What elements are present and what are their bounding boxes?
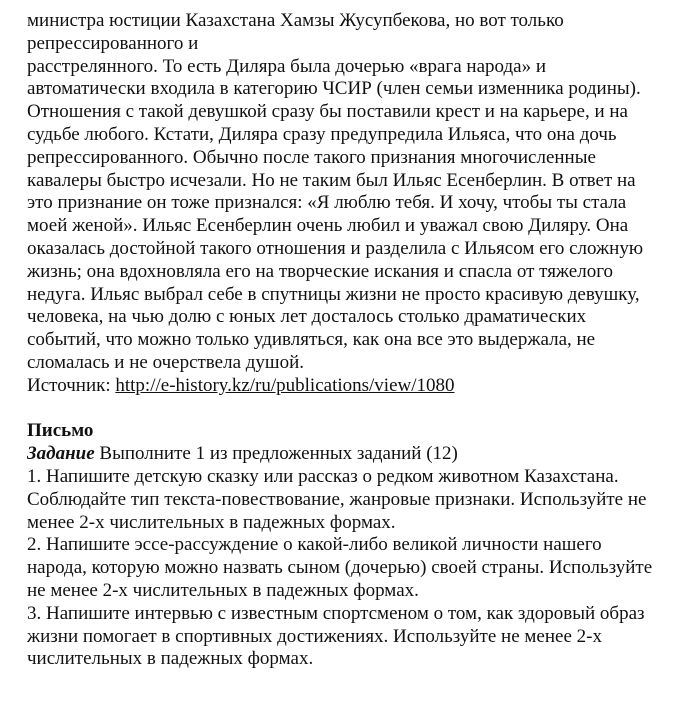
passage-line: расстрелянного. То есть Диляра была дочерью «врага народа» и [27,55,546,77]
task-option-line: 3. Напишите интервью с известным спортсменом о том, как здоровый образ [27,602,645,624]
task-option-line: народа, которую можно назвать сыном (дочерью) своей страны. Используйте [27,557,653,579]
task-option-line: числительных в падежных формах. [27,648,314,670]
passage-line: недуга. Ильяс выбрал себе в спутницы жизни не просто красивую девушку, [27,283,640,305]
passage-line: кавалеры быстро исчезали. Но не таким был Ильяс Есенберлин. В ответ на [27,169,636,191]
task-text: Выполните 1 из предложенных заданий (12) [94,443,458,465]
task-option-line: не менее 2-х числительных в падежных формах. [27,579,419,601]
source-label: Источник: [27,374,116,396]
passage-line: министра юстиции Казахстана Хамзы Жусупбекова, но вот только [27,10,564,31]
passage-line: это признание он тоже признался: «Я люблю тебя. И хочу, чтобы ты стала [27,192,627,214]
passage-line: сломалась и не очерствела душой. [27,351,304,373]
writing-section [27,420,696,671]
passage-line: судьбе любого. Кстати, Диляра сразу предупредила Ильяса, что она дочь [27,123,617,145]
passage-line: репрессированного. Обычно после такого признания многочисленные [27,146,596,168]
passage-line: Отношения с такой девушкой сразу бы поставили крест и на карьере, и на [27,101,628,123]
passage-line: человека, на чью долю с юных лет досталось столько драматических [27,306,587,328]
task-label: Задание [27,443,95,465]
task-option-line: 2. Напишите эссе-рассуждение о какой-либо великой личности нашего [27,534,602,556]
task-option-line: Соблюдайте тип текста-повествование, жанровые признаки. Используйте не [27,488,647,510]
passage-line: оказалась достойной такого отношения и разделила с Ильясом его сложную [27,237,644,259]
passage-line: автоматически входила в категорию ЧСИР (член семьи изменника родины). [27,78,641,100]
task-option-line: жизни помогает в спортивных достижениях. Используйте не менее 2-х [27,625,602,647]
passage-line: жизнь; она вдохновляла его на творческие искания и спасла от тяжелого [27,260,614,282]
passage [27,10,696,398]
passage-line: событий, что можно только удивляться, как она все это выдержала, не [27,329,596,351]
source-line [27,375,696,398]
spacer [27,398,696,421]
task-line [27,443,696,466]
task-option-line: 1. Напишите детскую сказку или рассказ о редком животном Казахстана. [27,465,619,487]
passage-line: репрессированного и [27,32,199,54]
section-heading: Письмо [27,420,94,442]
source-link[interactable]: http://e-history.kz/ru/publications/view/1080 [115,374,455,396]
document [27,10,696,671]
passage-line: моей женой». Ильяс Есенберлин очень любил и уважал свою Диляру. Она [27,215,629,237]
task-option-line: менее 2-х числительных в падежных формах. [27,511,396,533]
